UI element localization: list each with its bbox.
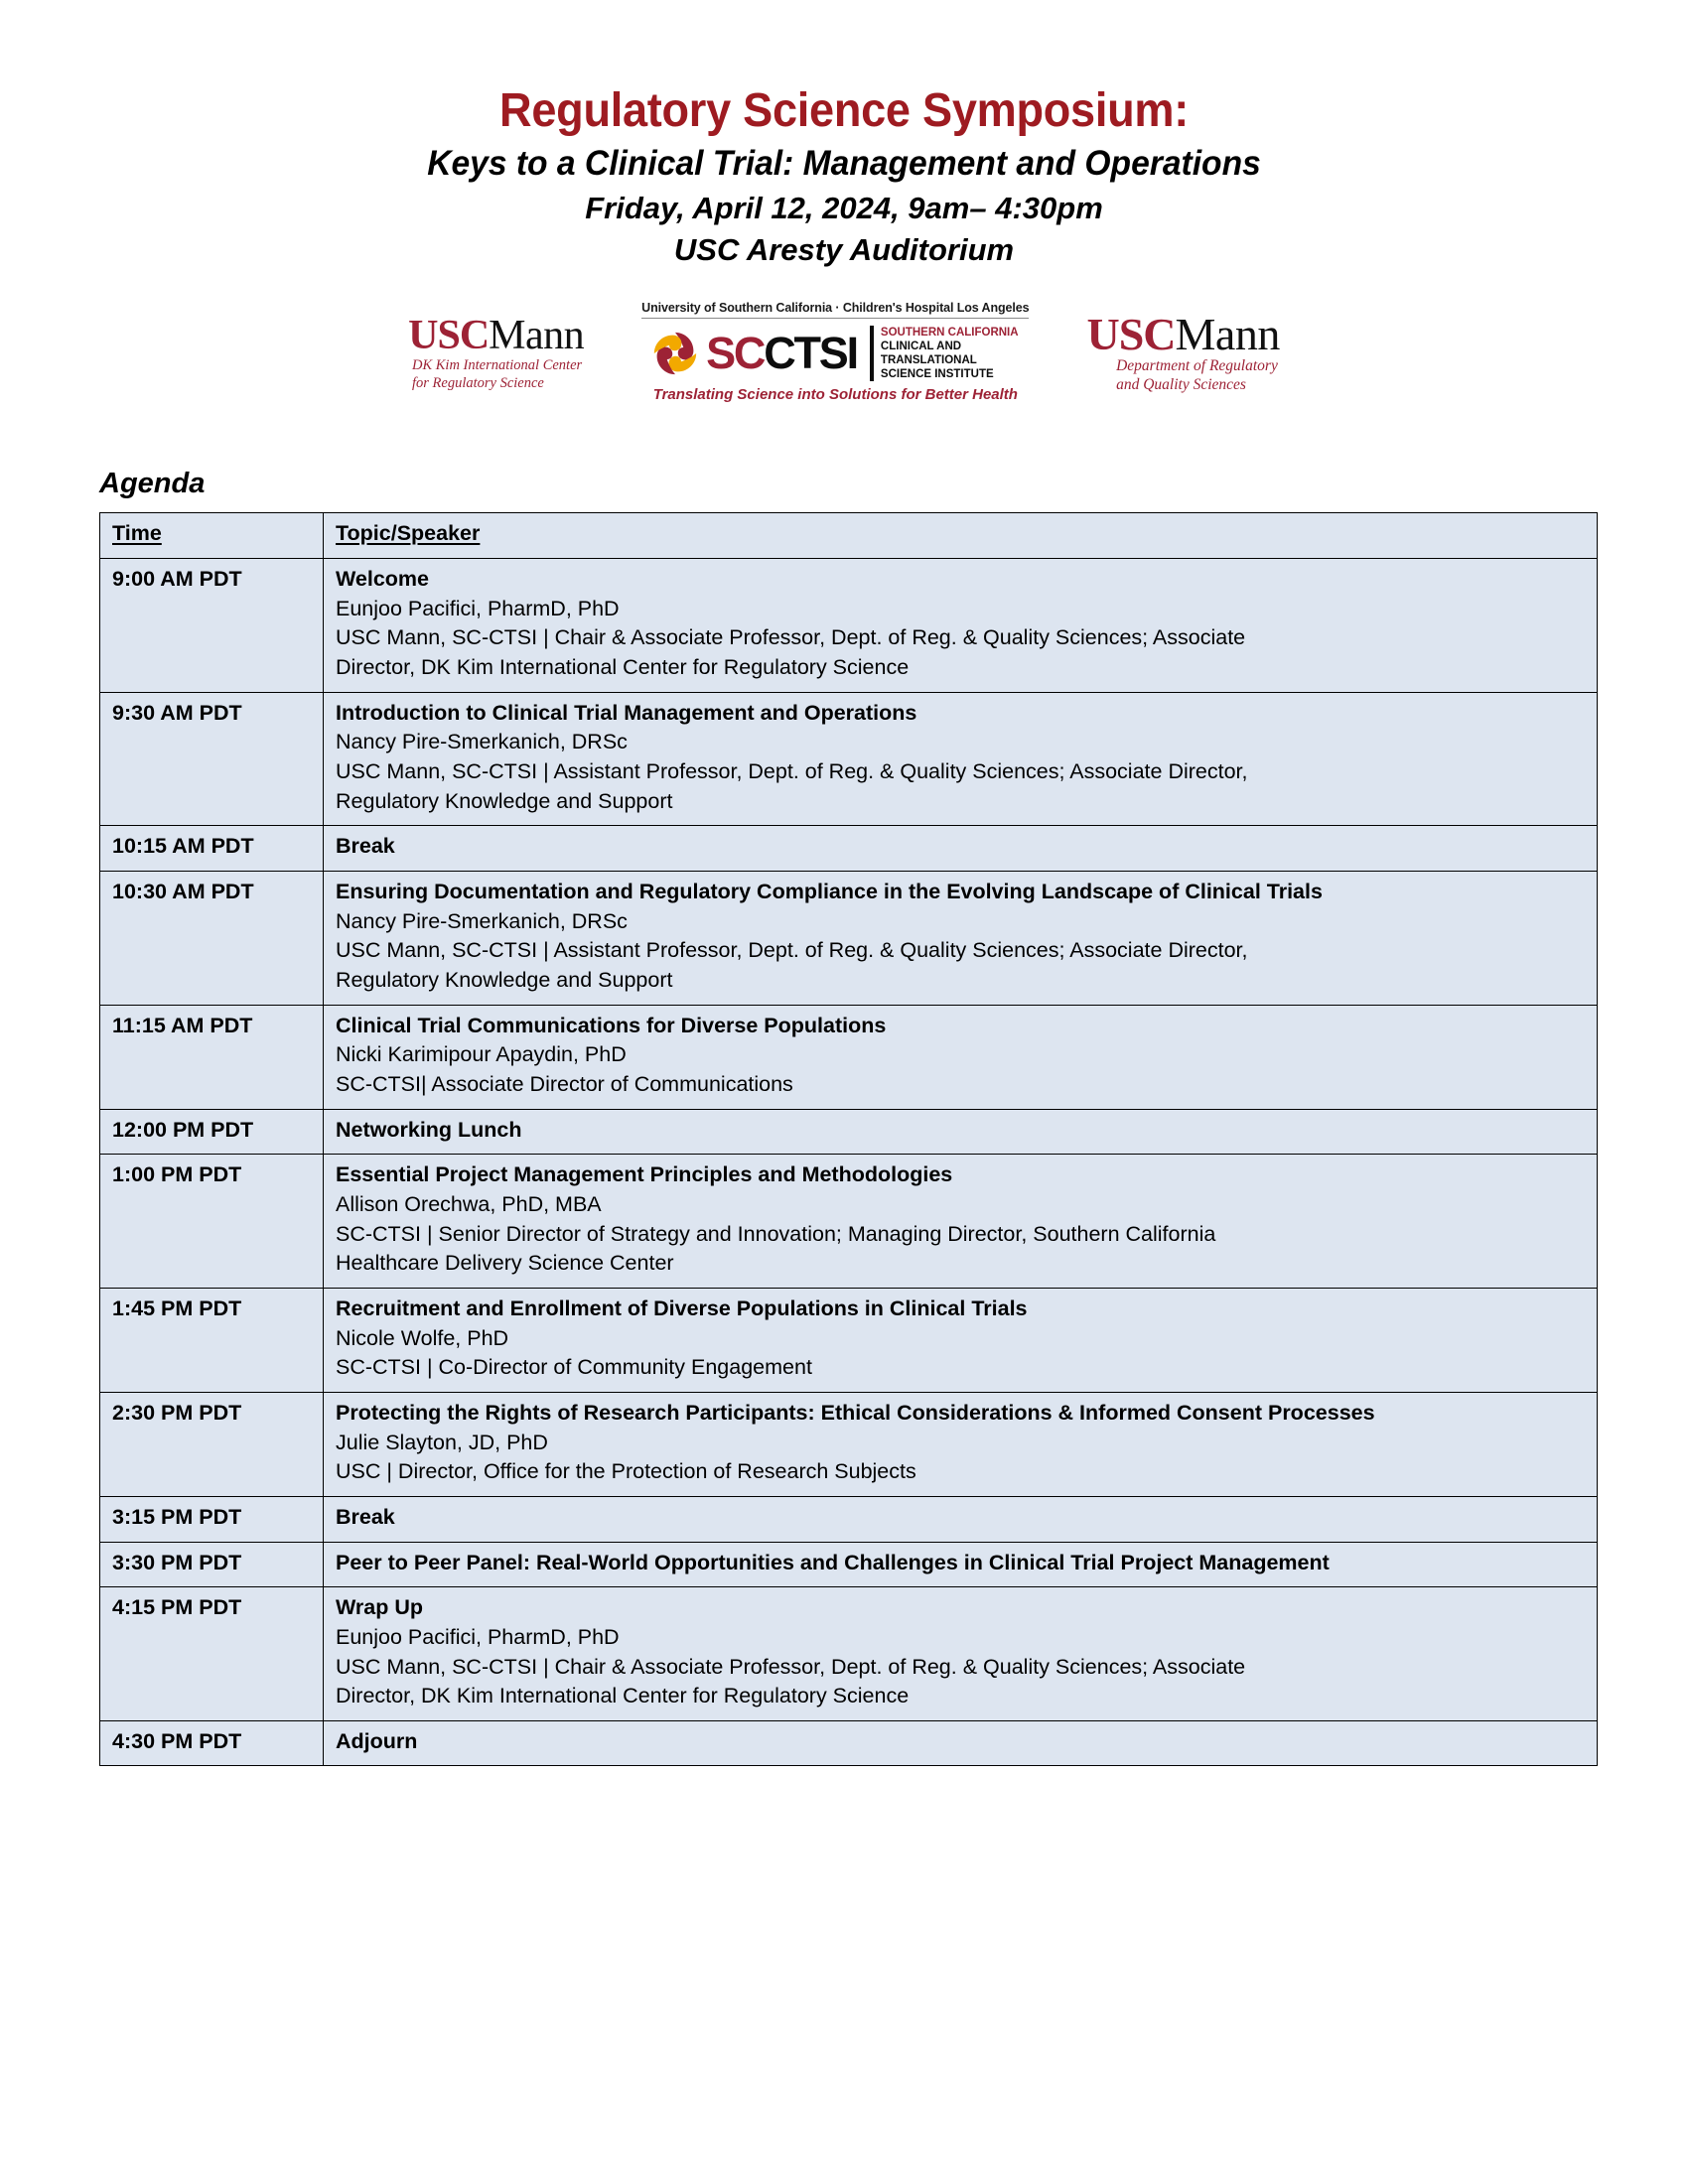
sc-ctsi-desc-line-3: TRANSLATIONAL — [880, 353, 977, 366]
sc-ctsi-mark-row — [652, 326, 1018, 381]
agenda-speaker-name: Julie Slayton, JD, PhD — [336, 1430, 548, 1454]
logo-row — [0, 295, 1688, 414]
agenda-row-time: 9:30 AM PDT — [100, 692, 324, 826]
agenda-row-time: 10:15 AM PDT — [100, 826, 324, 872]
table-row — [100, 1587, 1598, 1721]
agenda-heading: Agenda — [99, 467, 206, 499]
mann-text: Mann — [489, 312, 585, 358]
tagline-line-1: DK Kim International Center — [411, 357, 583, 374]
agenda-row-time: 1:00 PM PDT — [100, 1155, 324, 1289]
agenda-row-topic — [324, 559, 1598, 693]
agenda-session-title: Networking Lunch — [336, 1117, 522, 1142]
table-row — [100, 1542, 1598, 1587]
agenda-row-topic — [324, 1109, 1598, 1155]
agenda-row-topic — [324, 692, 1598, 826]
column-header-topic-label: Topic/Speaker — [336, 520, 481, 545]
agenda-speaker-affiliation: Director, DK Kim International Center for Regulatory Science — [336, 655, 910, 680]
agenda-speaker-affiliation: USC Mann, SC-CTSI | Chair & Associate Professor, Dept. of Reg. & Quality Sciences; Associate — [336, 1654, 1246, 1679]
agenda-row-time: 3:30 PM PDT — [100, 1542, 324, 1587]
table-row — [100, 1720, 1598, 1766]
sc-ctsi-logo — [641, 295, 1029, 403]
agenda-speaker-name: Eunjoo Pacifici, PharmD, PhD — [336, 596, 620, 620]
table-row — [100, 1109, 1598, 1155]
agenda-session-title: Ensuring Documentation and Regulatory Compliance in the Evolving Landscape of Clinical Trials — [336, 880, 1323, 904]
agenda-row-topic — [324, 1587, 1598, 1721]
event-date: Friday, April 12, 2024, 9am– 4:30pm — [585, 191, 1103, 226]
usc-text: USC — [408, 312, 490, 358]
sc-ctsi-wordmark — [706, 327, 857, 378]
agenda-row-topic — [324, 1005, 1598, 1109]
table-row — [100, 559, 1598, 693]
agenda-speaker-name: Eunjoo Pacifici, PharmD, PhD — [336, 1624, 620, 1649]
agenda-table — [99, 512, 1598, 1767]
table-row — [100, 1392, 1598, 1496]
usc-mann-dept-logo — [1086, 295, 1279, 396]
table-row — [100, 1288, 1598, 1392]
page-subtitle: Keys to a Clinical Trial: Management and Operations — [427, 143, 1261, 183]
agenda-row-topic — [324, 1392, 1598, 1496]
ctsi-text: CTSI — [764, 327, 857, 378]
agenda-row-time: 3:15 PM PDT — [100, 1496, 324, 1542]
agenda-session-title: Adjourn — [336, 1728, 418, 1753]
usc-mann-wordmark — [408, 312, 585, 358]
agenda-row-time: 4:30 PM PDT — [100, 1720, 324, 1766]
agenda-table-body — [100, 559, 1598, 1766]
page-header — [0, 0, 1688, 269]
tagline-line-2: for Regulatory Science — [411, 375, 544, 392]
table-row — [100, 872, 1598, 1006]
agenda-row-time: 11:15 AM PDT — [100, 1005, 324, 1109]
usc-mann-dept-tagline — [1116, 357, 1280, 395]
agenda-row-time: 4:15 PM PDT — [100, 1587, 324, 1721]
column-header-time — [100, 512, 324, 559]
sc-ctsi-desc-line-1: SOUTHERN CALIFORNIA — [880, 326, 1019, 339]
usc-mann-dk-kim-tagline — [412, 357, 584, 392]
page-title: Regulatory Science Symposium: — [499, 84, 1189, 137]
agenda-session-title: Recruitment and Enrollment of Diverse Populations in Clinical Trials — [336, 1296, 1028, 1320]
table-header-row — [100, 512, 1598, 559]
usc-text: USC — [1086, 308, 1176, 359]
agenda-speaker-affiliation: SC-CTSI| Associate Director of Communications — [336, 1072, 793, 1096]
agenda-speaker-affiliation: USC Mann, SC-CTSI | Assistant Professor, Dept. of Reg. & Quality Sciences; Associate Director, — [336, 938, 1248, 963]
table-row — [100, 826, 1598, 872]
column-header-time-label: Time — [112, 520, 162, 545]
table-row — [100, 1496, 1598, 1542]
agenda-speaker-affiliation: USC Mann, SC-CTSI | Assistant Professor, Dept. of Reg. & Quality Sciences; Associate Director, — [336, 759, 1248, 784]
sc-text: SC — [706, 327, 765, 378]
agenda-row-time: 12:00 PM PDT — [100, 1109, 324, 1155]
agenda-row-topic — [324, 1288, 1598, 1392]
agenda-session-title: Essential Project Management Principles and Methodologies — [336, 1162, 953, 1187]
agenda-row-topic — [324, 1155, 1598, 1289]
sc-ctsi-desc-line-4: SCIENCE INSTITUTE — [880, 367, 994, 380]
agenda-row-time: 10:30 AM PDT — [100, 872, 324, 1006]
table-row — [100, 1005, 1598, 1109]
agenda-session-title: Break — [336, 1504, 395, 1529]
agenda-speaker-affiliation: SC-CTSI | Senior Director of Strategy and Innovation; Managing Director, Southern California — [336, 1221, 1216, 1246]
agenda-session-title: Protecting the Rights of Research Participants: Ethical Considerations & Informed Consent Processes — [336, 1400, 1375, 1425]
agenda-speaker-affiliation: USC | Director, Office for the Protection of Research Subjects — [336, 1459, 916, 1484]
agenda-row-topic — [324, 1720, 1598, 1766]
agenda-speaker-affiliation: Regulatory Knowledge and Support — [336, 968, 673, 993]
table-row — [100, 1155, 1598, 1289]
agenda-speaker-affiliation: USC Mann, SC-CTSI | Chair & Associate Professor, Dept. of Reg. & Quality Sciences; Associate — [336, 625, 1246, 650]
agenda-session-title: Welcome — [336, 567, 429, 592]
agenda-speaker-affiliation: Director, DK Kim International Center for Regulatory Science — [336, 1684, 910, 1708]
agenda-row-time: 2:30 PM PDT — [100, 1392, 324, 1496]
agenda-row-topic — [324, 1542, 1598, 1587]
table-row — [100, 692, 1598, 826]
usc-mann-dk-kim-logo — [408, 295, 584, 393]
agenda-speaker-name: Nancy Pire-Smerkanich, DRSc — [336, 730, 628, 754]
agenda-session-title: Peer to Peer Panel: Real-World Opportunities and Challenges in Clinical Trial Project Management — [336, 1550, 1330, 1574]
sc-ctsi-description — [870, 326, 1019, 381]
agenda-speaker-name: Nancy Pire-Smerkanich, DRSc — [336, 908, 628, 933]
agenda-speaker-affiliation: Regulatory Knowledge and Support — [336, 788, 673, 813]
agenda-speaker-name: Nicki Karimipour Apaydin, PhD — [336, 1042, 627, 1067]
agenda-row-topic — [324, 826, 1598, 872]
event-venue: USC Aresty Auditorium — [673, 232, 1015, 268]
agenda-speaker-name: Allison Orechwa, PhD, MBA — [336, 1191, 602, 1216]
pinwheel-swirl-icon — [652, 331, 698, 376]
agenda-row-time: 9:00 AM PDT — [100, 559, 324, 693]
sc-ctsi-desc-line-2: CLINICAL AND — [880, 340, 962, 352]
tagline-line-1: Department of Regulatory — [1116, 357, 1278, 375]
agenda-session-title: Introduction to Clinical Trial Management and Operations — [336, 700, 917, 725]
agenda-row-topic — [324, 1496, 1598, 1542]
agenda-speaker-affiliation: Healthcare Delivery Science Center — [336, 1251, 674, 1276]
agenda-speaker-affiliation: SC-CTSI | Co-Director of Community Engagement — [336, 1355, 812, 1380]
agenda-row-time: 1:45 PM PDT — [100, 1288, 324, 1392]
mann-text: Mann — [1175, 308, 1280, 359]
agenda-session-title: Clinical Trial Communications for Diverse Populations — [336, 1013, 887, 1037]
sc-ctsi-tagline: Translating Science into Solutions for Better Health — [652, 385, 1018, 403]
agenda-row-topic — [324, 872, 1598, 1006]
sc-ctsi-partners: University of Southern California · Children's Hospital Los Angeles — [641, 301, 1029, 319]
agenda-speaker-name: Nicole Wolfe, PhD — [336, 1325, 509, 1350]
usc-mann-dept-wordmark — [1086, 308, 1280, 359]
tagline-line-2: and Quality Sciences — [1116, 376, 1246, 394]
agenda-session-title: Break — [336, 834, 395, 859]
agenda-session-title: Wrap Up — [336, 1595, 423, 1620]
column-header-topic — [324, 512, 1598, 559]
